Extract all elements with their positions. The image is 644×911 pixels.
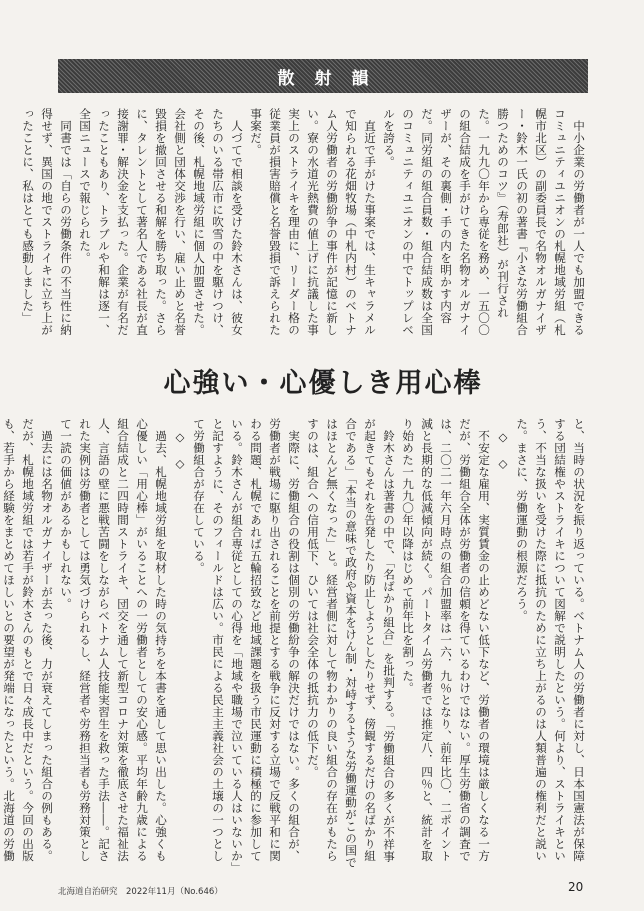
- paragraph: 実際に、労働組合の役割は個別の労働紛争の解決だけではない。多くの組合が、労働者が戦場に駆り出されることを前提とする戦争に反対する立場で反戦平和に関わる問題、札幌であれば五輪招致など地域課題を扱う市民運動に積極的に参加している。鈴木さんが組合専従としての心得を「地域や職場で泣いている人はいないか」と記すように、そのフィールドは広い。市民による民主主義社会の土壌の一つとして労働組合が存在している。: [192, 418, 301, 869]
- upper-article-body: [21, 108, 588, 340]
- headline: [58, 353, 588, 407]
- paragraph: 人づてで相談を受けた鈴木さんは、彼女たちのいる帯広市に吹雪の中を駆けつけ、その後、札幌地域労組に個人加盟させた。会社側と団体交渉を行い、雇い止めと名誉毀損を撤回させる和解を勝ち取った。さらに、タレントとして著名人である社長が直接謝罪・解決金を支払った。企業が有名だったこともあり、トラブルや和解は逐一、全国ニュースで報じられた。: [78, 108, 244, 336]
- paragraph: 不安定な雇用、実質賃金の止めどない低下など、労働者の環境は厳しくなる一方だが、労働組合全体が労働者の信頼を得ているわけではない。厚生労働省の調査では、二〇二一年六月時点の組合加盟率は一六．九％となり、前年比〇．二ポイント減と長期的な低減傾向が続く。パートタイム労働者では推定八．四％と、統計を取り始めた一九九〇年以降はじめて前年比を割った。: [401, 418, 491, 862]
- paragraph: と、当時の状況を振り返っている。ベトナム人の労働者に対し、日本国憲法が保障する団結権やストライキについて図解で説明したという。何より、ストライキという、不当な扱いを受けた際に抵抗のために立ち上がるのは人類普遍の権利だと説いた。まさに、労働運動の根源だろう。: [515, 418, 586, 862]
- paragraph: 中小企業の労働者が一人でも加盟できるコミュニティユニオンの札幌地域労組（札幌市北区）の副委員長で名物オルガナイザー・鈴木一氏の初の著書『小さな労働組合 勝つためのコツ』（寿郎社）が刊行された。一九九〇年から専従を務め、一五〇〇の組合結成を手がけてきた名物オルガナイザーが、その裏側・手の内を明かす内容だ。同労組の組合員数・組合結成数は全国のコミュニティユニオンの中でトップレベルを誇る。: [382, 108, 586, 336]
- paragraph: 直近で手がけた事案では、生キャラメルで知られる花畑牧場（中札内村）のベトナム人労働者の労働紛争の事件が記憶に新しい。寮の水道光熱費の値上げに抗議した事実上のストライキを理由に、リーダー格の従業員が損害賠償と名誉毀損で訴えられた事案だ。: [249, 108, 377, 336]
- paragraph: 同書では「自らの労働条件の不当性に納得せず、異国の地でストライキに立ち上がったことに、私はとても感動しました」: [21, 108, 73, 336]
- section-mark: ◇ ◇: [173, 429, 187, 471]
- publication-info: 北海道自治研究 2022年11月（No.646）: [58, 887, 223, 897]
- paragraph: 過去には名物オルガナイザーが去った後、力が衰えてしまった組合の例もある。だが、札幌地域労組では若手が鈴木さんのもとで日々成長中だという。今回の出版も、若手から経験をまとめてほしいとの要望が発端になったという。北海道の労働: [2, 418, 54, 862]
- lower-article-body: [2, 418, 588, 870]
- column-banner: [58, 59, 588, 93]
- paragraph: 過去、札幌地域労組を取材した時の気持ちを本書を通して思い出した。心強くも心優しい「用心棒」がいることへの一労働者としての安心感。平均年齢九歳による組合結成と二四時間ストライキ、団交を通して新型コロナ対策を徹底させた福祉法人、言語の壁に悪戦苦闘をしながらベトナム人技能実習生を救った手法――。記された実例は労働者としては勇気づけられるし、経営者や労務担当者も労務対策として一読の価値があるかもしれない。: [59, 418, 168, 862]
- section-mark: ◇ ◇: [496, 429, 510, 471]
- column-title: 散射韻: [277, 68, 389, 89]
- headline-text: 心強い・心優しき用心棒: [163, 367, 483, 399]
- page-number: 20: [568, 880, 584, 894]
- paragraph: 鈴木さんは著書の中で、「名ばかり組合」を批判する。「労働組合の多くが不祥事が起きてもそれを告発したり防止しようとしたりせず、傍観するだけの名ばかり組合である」「本当の意味で政府や資本をけん制・対峙するような労働運動がこの国ではほとんど無くなった」と。経営者側に対して物わかりの良い組合の存在がもたらすのは、組合への信用低下、ひいては社会全体の抵抗力の低下だ。: [306, 418, 396, 869]
